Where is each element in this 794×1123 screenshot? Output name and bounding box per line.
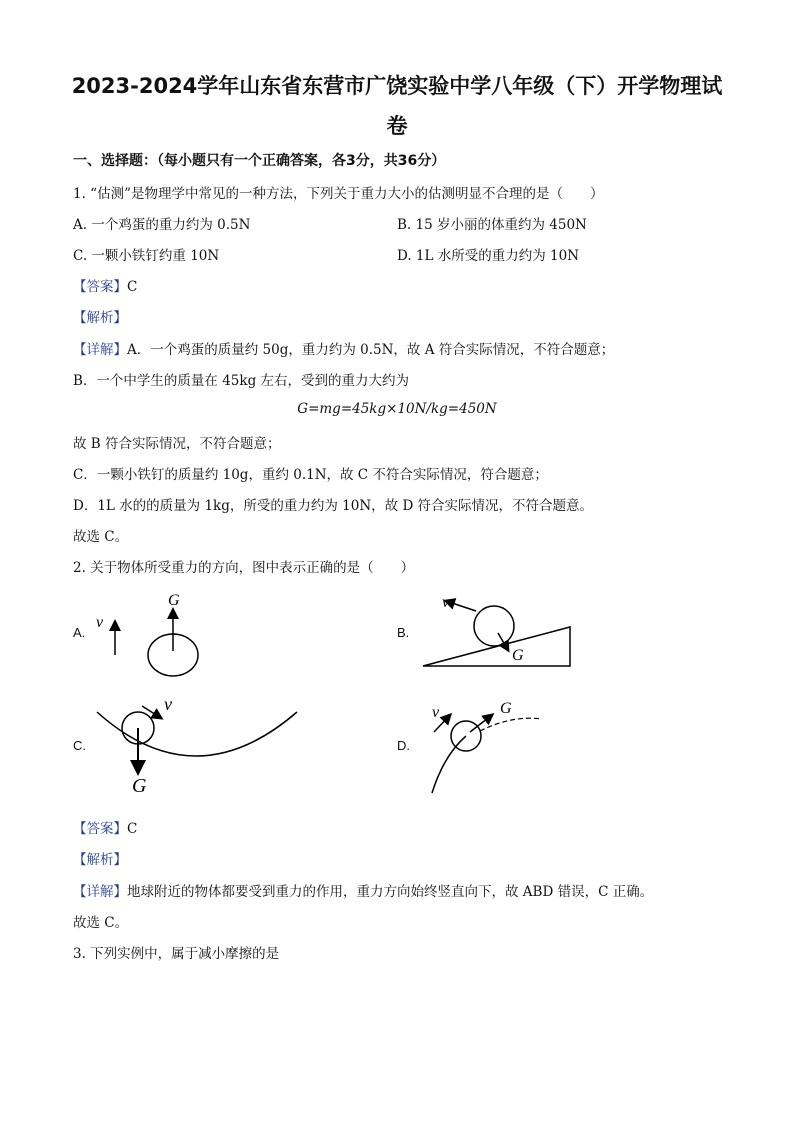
gravity-label: G — [168, 592, 180, 609]
figure-d-label: D. — [397, 738, 410, 753]
figure-d — [420, 695, 560, 800]
question-2-conclusion: 故选 C。 — [73, 915, 129, 931]
question-1-option-a: A. 一个鸡蛋的重力约为 0.5N — [73, 217, 251, 233]
trajectory-dashed — [480, 718, 542, 731]
question-1-stem: 1. “估测”是物理学中常见的一种方法，下列关于重力大小的估测明显不合理的是（ ） — [73, 186, 604, 202]
question-1-option-d: D. 1L 水所受的重力约为 10N — [397, 248, 580, 264]
question-1-answer — [73, 275, 137, 295]
gravity-label: G — [512, 647, 524, 664]
answer-tag: 【答案】 — [73, 279, 127, 295]
answer-tag: 【答案】 — [73, 821, 127, 837]
question-1-detail-b: B．一个中学生的质量在 45kg 左右，受到的重力大约为 — [73, 373, 410, 389]
question-1-detail-b-end: 故 B 符合实际情况，不符合题意； — [73, 436, 281, 452]
detail-text: A．一个鸡蛋的质量约 50g，重力约为 0.5N，故 A 符合实际情况，不符合题意； — [127, 342, 615, 358]
figure-a-label: A. — [73, 625, 86, 640]
question-1-option-b: B. 15 岁小丽的体重约为 450N — [397, 217, 587, 233]
figure-b — [420, 590, 580, 675]
gravity-label: G — [500, 700, 512, 717]
section-heading: 一、选择题：（每小题只有一个正确答案，各3分，共36分） — [73, 153, 446, 169]
page-title-continued: 卷 — [386, 114, 408, 138]
ball — [474, 606, 514, 646]
figure-b-label: B. — [397, 625, 410, 640]
velocity-label: v — [442, 594, 450, 611]
trajectory — [432, 736, 466, 793]
detail-tag: 【详解】 — [73, 884, 127, 900]
velocity-label: v — [164, 694, 172, 714]
question-3-stem: 3. 下列实例中，属于减小摩擦的是 — [73, 946, 280, 962]
velocity-label: v — [96, 614, 104, 631]
question-1-conclusion: 故选 C。 — [73, 529, 129, 545]
figure-c-label: C. — [73, 738, 86, 753]
question-1-detail-a — [73, 338, 614, 358]
velocity-arrow — [446, 601, 476, 611]
gravity-label: G — [132, 775, 147, 797]
question-2-detail — [73, 880, 653, 900]
question-1-analysis-tag: 【解析】 — [73, 310, 127, 326]
answer-value: C — [127, 279, 138, 295]
detail-text: 地球附近的物体都要受到重力的作用，重力方向始终竖直向下，故 ABD 错误，C 正确。 — [127, 884, 654, 900]
page-title: 2023-2024学年山东省东营市广饶实验中学八年级（下）开学物理试 — [71, 74, 723, 98]
question-2-analysis-tag: 【解析】 — [73, 852, 127, 868]
question-1-detail-d: D．1L 水的的质量为 1kg，所受的重力约为 10N，故 D 符合实际情况，不符合题意。 — [73, 498, 594, 514]
velocity-label: v — [432, 704, 440, 721]
figure-c — [92, 690, 302, 800]
question-1-option-c: C. 一颗小铁钉约重 10N — [73, 248, 220, 264]
answer-value: C — [127, 821, 138, 837]
figure-a — [90, 585, 200, 680]
detail-tag: 【详解】 — [73, 342, 127, 358]
curved-track — [97, 712, 297, 756]
velocity-arrow — [142, 706, 161, 718]
question-1-formula: G=mg=45kg×10N/kg=450N — [297, 401, 497, 417]
question-2-stem: 2. 关于物体所受重力的方向，图中表示正确的是（ ） — [73, 560, 415, 576]
question-2-answer — [73, 817, 137, 837]
question-1-detail-c: C．一颗小铁钉的质量约 10g，重约 0.1N，故 C 不符合实际情况，符合题意； — [73, 467, 548, 483]
